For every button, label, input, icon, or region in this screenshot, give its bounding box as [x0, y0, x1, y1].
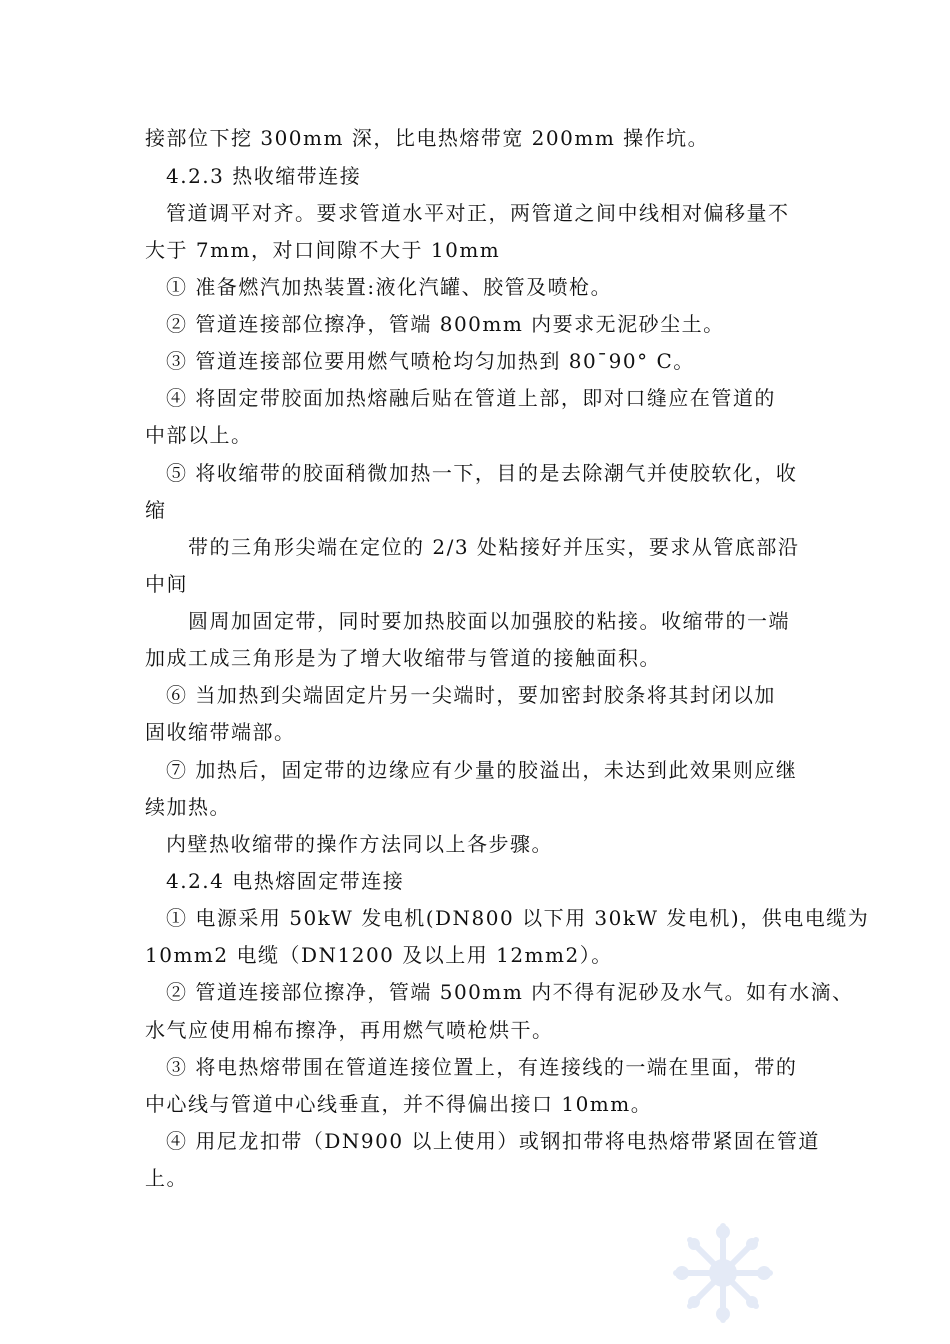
text-line: 大于 7mm，对口间隙不大于 10mm [145, 238, 501, 262]
text-line: 缩 [145, 498, 167, 522]
list-item: ⑥ 当加热到尖端固定片另一尖端时，要加密封胶条将其封闭以加 [166, 683, 776, 707]
text-line: 上。 [145, 1166, 188, 1190]
text-line: 圆周加固定带，同时要加热胶面以加强胶的粘接。收缩带的一端 [188, 609, 790, 633]
text-line: 水气应使用棉布擦净，再用燃气喷枪烘干。 [145, 1018, 554, 1042]
list-item: ① 准备燃汽加热装置:液化汽罐、胶管及喷枪。 [166, 275, 613, 299]
text-line: 管道调平对齐。要求管道水平对正，两管道之间中线相对偏移量不 [166, 201, 790, 225]
text-line: 中心线与管道中心线垂直，并不得偏出接口 10mm。 [145, 1092, 653, 1116]
text-line: 内壁热收缩带的操作方法同以上各步骤。 [166, 832, 553, 856]
list-item: ③ 管道连接部位要用燃气喷枪均匀加热到 80¯90° C。 [166, 349, 695, 373]
list-item: ⑤ 将收缩带的胶面稍微加热一下，目的是去除潮气并使胶软化，收 [166, 461, 798, 485]
text-line: 带的三角形尖端在定位的 2/3 处粘接好并压实，要求从管底部沿 [188, 535, 800, 559]
text-line: 续加热。 [145, 795, 231, 819]
text-line: 加成工成三角形是为了增大收缩带与管道的接触面积。 [145, 646, 661, 670]
text-line: 中部以上。 [145, 423, 253, 447]
section-heading: 4.2.4 电热熔固定带连接 [166, 869, 405, 893]
list-item: ④ 用尼龙扣带（DN900 以上使用）或钢扣带将电热熔带紧固在管道 [166, 1129, 820, 1153]
text-line: 10mm2 电缆（DN1200 及以上用 12mm2）。 [145, 943, 613, 967]
list-item: ⑦ 加热后，固定带的边缘应有少量的胶溢出，未达到此效果则应继 [166, 758, 798, 782]
text-line: 接部位下挖 300mm 深，比电热熔带宽 200mm 操作坑。 [145, 126, 710, 150]
list-item: ② 管道连接部位擦净，管端 500mm 内不得有泥砂及水气。如有水滴、 [166, 980, 854, 1004]
list-item: ① 电源采用 50kW 发电机(DN800 以下用 30kW 发电机)，供电电缆为 [166, 906, 870, 930]
list-item: ② 管道连接部位擦净，管端 800mm 内要求无泥砂尘土。 [166, 312, 725, 336]
text-line: 中间 [145, 572, 188, 596]
text-line: 固收缩带端部。 [145, 720, 296, 744]
list-item: ④ 将固定带胶面加热熔融后贴在管道上部，即对口缝应在管道的 [166, 386, 776, 410]
section-heading: 4.2.3 热收缩带连接 [166, 164, 362, 188]
list-item: ③ 将电热熔带围在管道连接位置上，有连接线的一端在里面，带的 [166, 1055, 798, 1079]
snowflake-logo-icon [668, 1218, 778, 1328]
